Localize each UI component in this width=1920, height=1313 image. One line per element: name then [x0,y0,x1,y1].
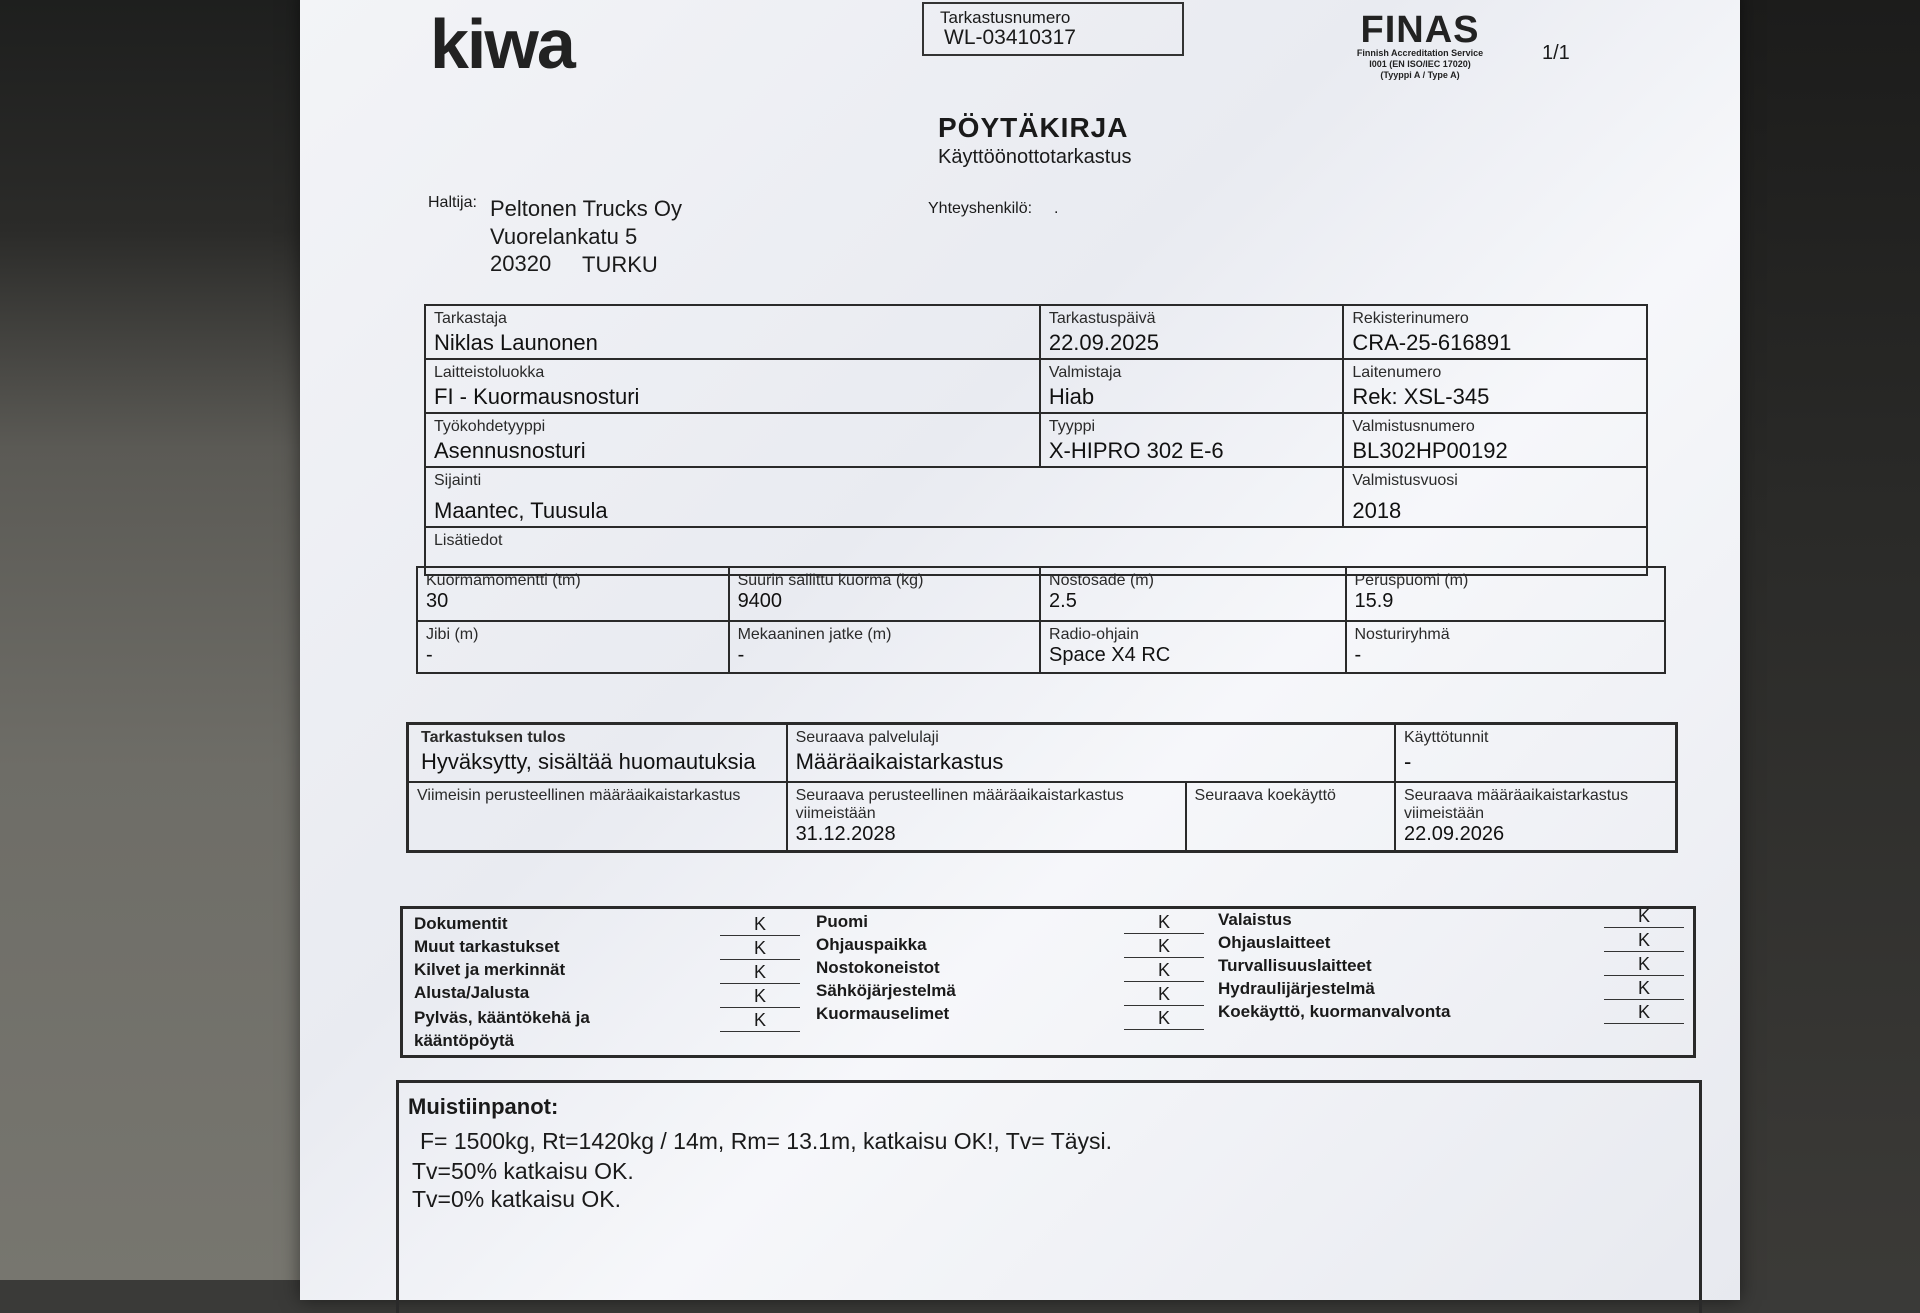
page-number: 1/1 [1542,42,1570,64]
jib-label: Jibi (m) [426,626,479,643]
next-test-label: Seuraava koekäyttö [1194,786,1336,804]
inspector-cell [425,305,1040,359]
holder-street: Vuorelankatu 5 [490,224,638,249]
check-value: K [1124,984,1204,1006]
max-load-value: 9400 [737,590,783,612]
checklist-col1-values [720,914,800,1032]
notes-line-2: Tv=50% katkaisu OK. [412,1158,634,1184]
check-label-column: Pylväs, kääntökehä ja kääntöpöytä [414,1008,590,1050]
equipment-class-value: FI - Kuormausnosturi [434,384,640,409]
device-number-cell [1343,359,1647,413]
finas-sub1: Finnish Accreditation Service [1356,48,1484,58]
check-label-electrical: Sähköjärjestelmä [816,981,956,1000]
radio-label: Radio-ohjain [1049,626,1139,643]
check-label-plates: Kilvet ja merkinnät [414,960,566,979]
registration-cell [1343,305,1647,359]
check-label-load-handling: Kuormauselimet [816,1004,950,1023]
notes-line-1: F= 1500kg, Rt=1420kg / 14m, Rm= 13.1m, katkaisu OK!, Tv= Täysi. [420,1128,1113,1154]
specs-table [416,566,1666,674]
last-thorough-label: Viimeisin perusteellinen määräaikaistarkastus [417,786,741,804]
finas-sub3: (Tyyppi A / Type A) [1380,70,1460,80]
device-number-value: Rek: XSL-345 [1352,384,1490,409]
check-label-test-run: Koekäyttö, kuormanvalvonta [1218,1002,1451,1021]
base-boom-label: Peruspuomi (m) [1354,572,1469,589]
contact-label: Yhteyshenkilö: [928,200,1033,217]
checklist-col2-labels [816,912,1076,1027]
check-label-other: Muut tarkastukset [414,937,560,956]
notes-title: Muistiinpanot: [408,1094,559,1119]
document-title: PÖYTÄKIRJA [938,112,1129,143]
kiwa-logo: kiwa [430,5,574,83]
result-label: Tarkastuksen tulos [421,729,566,746]
check-value: K [720,1010,800,1032]
type-value: X-HIPRO 302 E-6 [1048,438,1224,463]
crane-group-label: Nosturiryhmä [1354,626,1450,643]
check-value: K [1604,906,1684,928]
next-service-value: Määräaikaistarkastus [795,749,1004,774]
next-periodic-label: Seuraava määräaikaistarkastus viimeistään [1403,786,1629,822]
extra-info-label: Lisätiedot [434,532,503,549]
jib-value: - [426,644,433,666]
mech-ext-cell [729,621,1040,673]
device-number-label: Laitenumero [1352,364,1442,381]
lift-radius-cell [1040,567,1345,621]
background-right [1720,0,1920,1280]
finas-sub2: I001 (EN ISO/IEC 17020) [1369,59,1471,69]
equipment-class-cell [425,359,1040,413]
location-label: Sijainti [434,472,482,489]
holder-label: Haltija: [428,194,477,211]
contact-value: . [1054,200,1059,217]
max-load-cell [729,567,1040,621]
result-value: Hyväksytty, sisältää huomautuksia [421,749,756,774]
check-value: K [1604,1002,1684,1024]
mech-ext-value: - [737,644,745,666]
notes-line-3: Tv=0% katkaisu OK. [412,1186,621,1212]
finas-logo [1340,9,1500,81]
registration-label: Rekisterinumero [1352,310,1469,327]
load-moment-value: 30 [426,590,449,612]
base-boom-cell [1346,567,1666,621]
checklist-col2-values [1124,912,1204,1030]
radio-cell [1040,621,1345,673]
checklist-col3-labels [1218,910,1518,1025]
object-type-label: Työkohdetyyppi [434,418,546,435]
inspection-number: WL-03410317 [944,26,1076,49]
document-subtitle: Käyttöönottotarkastus [938,146,1132,168]
check-value: K [1124,936,1204,958]
object-type-cell [425,413,1040,467]
next-test-cell [1186,782,1395,852]
check-value: K [1604,954,1684,976]
year-value: 2018 [1352,498,1402,523]
finas-name: FINAS [1360,9,1480,51]
checklist-col1-labels [414,914,654,1052]
location-cell [425,467,1343,527]
inspection-number-label: Tarkastusnumero [940,8,1071,27]
serial-value: BL302HP00192 [1352,438,1508,463]
registration-value: CRA-25-616891 [1352,330,1512,355]
lift-radius-value: 2.5 [1049,590,1077,612]
load-moment-label: Kuormamomentti (tm) [426,572,581,589]
manufacturer-label: Valmistaja [1048,364,1122,381]
check-value: K [1124,1008,1204,1030]
inspector-label: Tarkastaja [434,310,507,327]
result-table [406,722,1678,853]
next-service-cell [787,724,1395,782]
year-label: Valmistusvuosi [1352,472,1458,489]
radio-value: Space X4 RC [1049,644,1171,666]
holder-name: Peltonen Trucks Oy [490,196,682,221]
next-periodic-value: 22.09.2026 [1403,822,1505,845]
location-value: Maantec, Tuusula [434,498,608,523]
next-service-label: Seuraava palvelulaji [795,729,939,746]
next-periodic-cell [1395,782,1677,852]
year-cell [1343,467,1647,527]
inspection-date-cell [1040,305,1344,359]
object-type-value: Asennusnosturi [434,438,586,463]
type-label: Tyyppi [1048,418,1096,435]
jib-cell [417,621,729,673]
holder-city: TURKU [582,252,658,277]
check-label-documents: Dokumentit [414,914,508,933]
base-boom-value: 15.9 [1354,590,1394,612]
check-value: K [720,938,800,960]
serial-cell [1343,413,1647,467]
result-cell [408,724,787,782]
mech-ext-label: Mekaaninen jatke (m) [737,626,892,643]
hours-value: - [1403,749,1412,774]
inspection-date-value: 22.09.2025 [1048,330,1159,355]
crane-group-value: - [1354,644,1362,666]
check-value: K [1124,960,1204,982]
serial-label: Valmistusnumero [1352,418,1475,435]
holder-postcode: 20320 [490,251,552,276]
check-value: K [1604,978,1684,1000]
details-table [424,304,1648,576]
manufacturer-value: Hiab [1048,384,1095,409]
check-value: K [1124,912,1204,934]
next-thorough-value: 31.12.2028 [795,822,896,845]
hours-label: Käyttötunnit [1403,729,1489,746]
inspection-date-label: Tarkastuspäivä [1048,310,1156,327]
check-label-controls: Ohjauslaitteet [1218,933,1331,952]
next-thorough-label: Seuraava perusteellinen määräaikaistarkastus viimeistään [795,786,1124,822]
max-load-label: Suurin sallittu kuorma (kg) [737,572,924,589]
manufacturer-cell [1040,359,1344,413]
check-label-hydraulics: Hydraulijärjestelmä [1218,979,1375,998]
crane-group-cell [1346,621,1666,673]
last-thorough-cell [408,782,787,852]
check-value: K [720,914,800,936]
checklist-col3-values [1604,906,1684,1024]
equipment-class-label: Laitteistoluokka [434,364,545,381]
check-label-boom: Puomi [816,912,868,931]
check-label-hoists: Nostokoneistot [816,958,940,977]
check-label-base: Alusta/Jalusta [414,983,530,1002]
check-value: K [720,962,800,984]
check-label-control-station: Ohjauspaikka [816,935,927,954]
check-value: K [720,986,800,1008]
check-label-safety: Turvallisuuslaitteet [1218,956,1372,975]
load-moment-cell [417,567,729,621]
lift-radius-label: Nostosäde (m) [1049,572,1154,589]
check-value: K [1604,930,1684,952]
type-cell [1040,413,1344,467]
next-thorough-cell [787,782,1186,852]
inspector-value: Niklas Launonen [434,330,598,355]
check-label-lighting: Valaistus [1218,910,1292,929]
hours-cell [1395,724,1677,782]
